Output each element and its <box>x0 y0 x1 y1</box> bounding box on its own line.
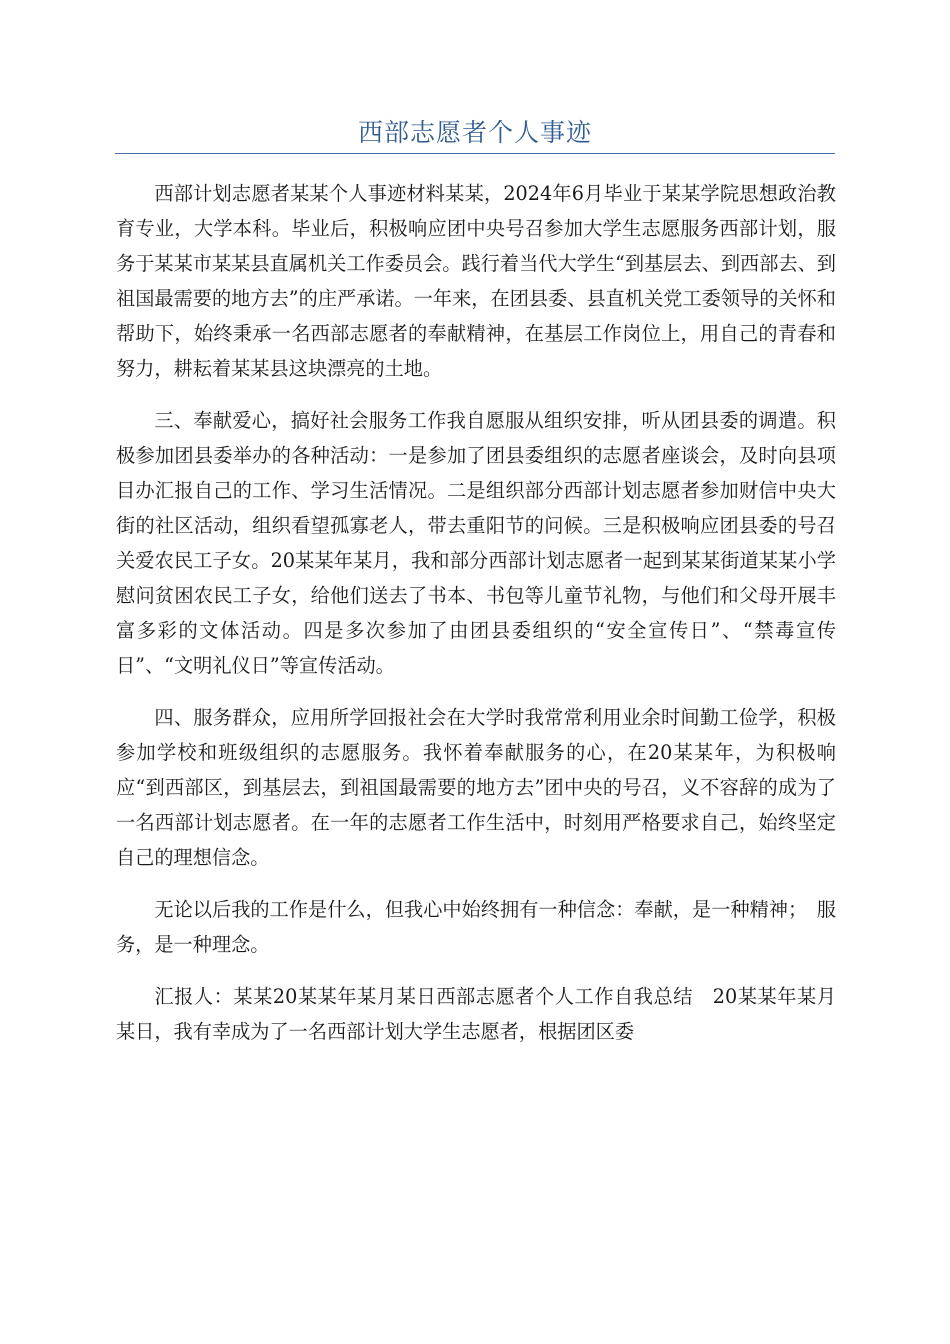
title-underline <box>115 153 835 154</box>
paragraph-belief: 无论以后我的工作是什么，但我心中始终拥有一种信念：奉献，是一种精神； 服务，是一种理念。 <box>116 898 836 956</box>
document-body <box>116 176 836 1066</box>
paragraph-reporter: 汇报人：某某20某某年某月某日西部志愿者个人工作自我总结 20某某年某月某日，我有幸成为了一名西部计划大学生志愿者，根据团区委 <box>116 985 836 1043</box>
document-title: 西部志愿者个人事迹 <box>357 118 592 147</box>
paragraph-intro: 西部计划志愿者某某个人事迹材料某某，2024年6月毕业于某某学院思想政治教育专业，大学本科。毕业后，积极响应团中央号召参加大学生志愿服务西部计划，服务于某某市某某县直属机关工作委员会。践行着当代大学生“到基层去、到西部去、到祖国最需要的地方去”的庄严承诺。一年来，在团县委、县直机关党工委领导的关怀和帮助下，始终秉承一名西部志愿者的奉献精神，在基层工作岗位上，用自己的青春和努力，耕耘着某某县这块漂亮的土地。 <box>116 182 836 380</box>
paragraph-section-four: 四、服务群众，应用所学回报社会在大学时我常常利用业余时间勤工俭学，积极参加学校和班级组织的志愿服务。我怀着奉献服务的心，在20某某年，为积极响应“到西部区，到基层去，到祖国最需要的地方去”团中央的号召，义不容辞的成为了一名西部计划志愿者。在一年的志愿者工作生活中，时刻用严格要求自己，始终坚定自己的理想信念。 <box>116 706 836 869</box>
paragraph-section-three: 三、奉献爱心，搞好社会服务工作我自愿服从组织安排，听从团县委的调遣。积极参加团县委举办的各种活动：一是参加了团县委组织的志愿者座谈会，及时向县项目办汇报自己的工作、学习生活情况。二是组织部分西部计划志愿者参加财信中央大街的社区活动，组织看望孤寡老人，带去重阳节的问候。三是积极响应团县委的号召关爱农民工子女。20某某年某月，我和部分西部计划志愿者一起到某某街道某某小学慰问贫困农民工子女，给他们送去了书本、书包等儿童节礼物，与他们和父母开展丰富多彩的文体活动。四是多次参加了由团县委组织的“安全宣传日”、“禁毒宣传日”、“文明礼仪日”等宣传活动。 <box>116 409 836 677</box>
